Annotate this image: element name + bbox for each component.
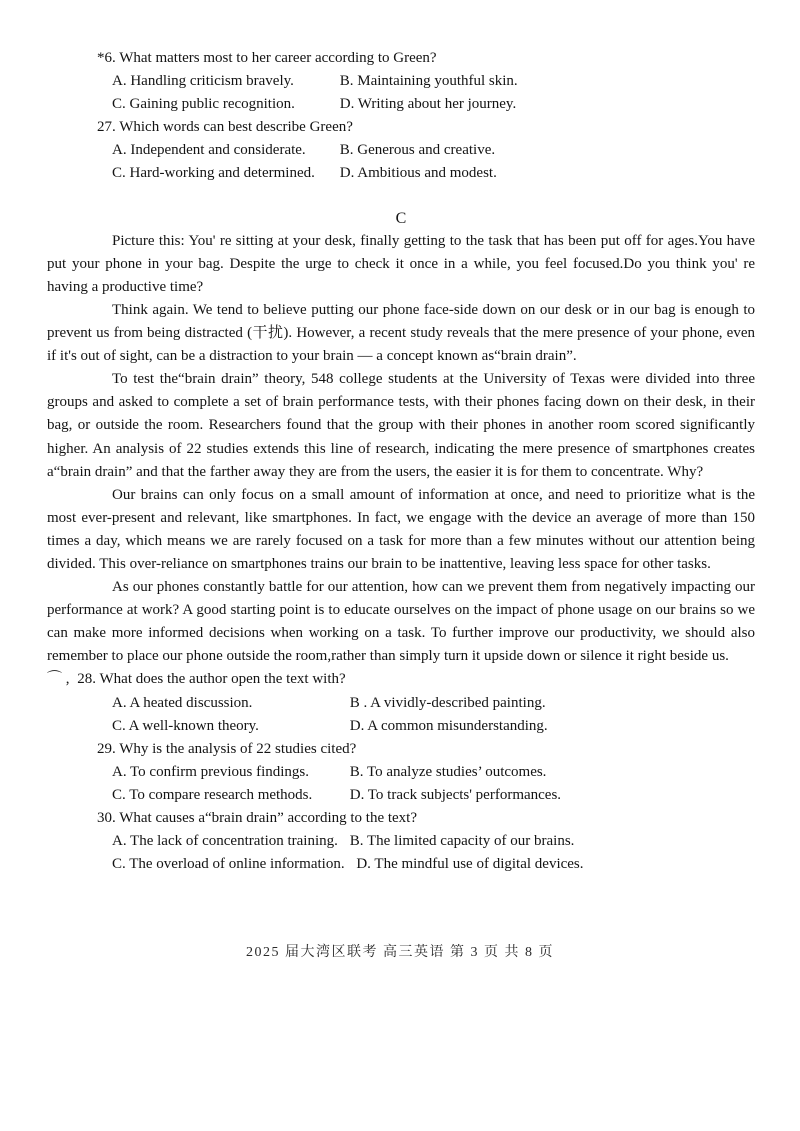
question-29-options-ab xyxy=(47,761,755,784)
question-26-options-ab xyxy=(47,70,755,93)
question-27-number: 27. xyxy=(97,119,116,136)
question-26-number: *6. xyxy=(97,50,116,66)
question-29-stem: Why is the analysis of 22 studies cited? xyxy=(119,740,357,757)
option-29-a: A. To confirm previous findings. xyxy=(112,763,309,780)
question-27-options-ab xyxy=(47,139,755,162)
question-26 xyxy=(47,47,755,116)
question-30-options-cd xyxy=(47,853,755,876)
question-26-stem-line xyxy=(47,47,755,70)
option-28-b: B . A vividly-described painting. xyxy=(349,694,546,711)
question-29-options-cd xyxy=(47,784,755,807)
question-28-options-ab xyxy=(47,692,755,715)
comprehension-questions xyxy=(47,668,755,876)
question-28-stem-line xyxy=(47,668,755,691)
question-28-stem: What does the author open the text with? xyxy=(99,671,346,688)
question-27-stem: Which words can best describe Green? xyxy=(119,119,353,136)
question-30-number: 30. xyxy=(97,810,116,826)
question-28 xyxy=(47,668,755,737)
option-26-c: C. Gaining public recognition. xyxy=(112,96,295,113)
passage-paragraph-2: Think again. We tend to believe putting our phone face-side down on our desk or in our bag is enough to prevent us from being distracted (干扰). However, a recent study reveals that the mere presence of your phone, even if it's out of sight, can be a distraction to your brain — a concept known as“brain drain”. xyxy=(47,301,755,365)
question-29-number: 29. xyxy=(97,740,116,757)
option-30-b: B. The limited capacity of our brains. xyxy=(349,833,575,850)
question-27-stem-line xyxy=(47,116,755,139)
option-26-b: B. Maintaining youthful skin. xyxy=(339,73,518,90)
question-26-stem: What matters most to her career according to Green? xyxy=(119,50,437,66)
option-27-b: B. Generous and creative. xyxy=(339,142,496,159)
option-28-a: A. A heated discussion. xyxy=(112,694,253,711)
option-30-d: D. The mindful use of digital devices. xyxy=(356,856,584,873)
option-29-b: B. To analyze studies’ outcomes. xyxy=(349,763,547,780)
question-27 xyxy=(47,116,755,185)
question-30-stem-line xyxy=(47,807,755,830)
option-27-c: C. Hard-working and determined. xyxy=(112,165,315,182)
option-26-a: A. Handling criticism bravely. xyxy=(112,73,294,90)
option-27-d: D. Ambitious and modest. xyxy=(339,165,497,182)
passage-c-heading: C xyxy=(395,209,407,227)
question-30-options-ab xyxy=(47,830,755,853)
option-29-c: C. To compare research methods. xyxy=(112,786,313,803)
question-26-options-cd xyxy=(47,93,755,116)
handwritten-arc-mark: ⌒ , xyxy=(47,671,70,688)
passage-paragraph-3: To test the“brain drain” theory, 548 college students at the University of Texas were divided into three groups and asked to complete a set of brain performance tests, with their phones facing down on their desk, in their bag, or outside the room. Researchers found that the group with their phones in another room scored significantly higher. An analysis of 22 studies extends this line of research, indicating the mere presence of smartphones creates a“brain drain” and that the farther away they are from the users, the easier it is for them to concentrate. Why? xyxy=(47,371,755,480)
question-29 xyxy=(47,738,755,807)
page-footer: 2025 届大湾区联考 高三英语 第 3 页 共 8 页 xyxy=(246,945,554,960)
question-30-stem: What causes a“brain drain” according to the text? xyxy=(119,810,418,826)
option-26-d: D. Writing about her journey. xyxy=(339,96,517,113)
option-29-d: D. To track subjects' performances. xyxy=(349,786,562,803)
question-28-number: 28. xyxy=(77,671,97,688)
question-27-options-cd xyxy=(47,162,755,185)
passage-paragraph-4: Our brains can only focus on a small amount of information at once, and need to prioritize what is the most ever-present and relevant, like smartphones. In fact, we engage with the device an average of more than 150 times a day, which means we are rarely focused on a task for more than a few minutes without our attention being divided. This over-reliance on smartphones trains our brain to be inattentive, leaving less space for other tasks. xyxy=(47,486,755,572)
option-28-d: D. A common misunderstanding. xyxy=(349,717,548,734)
question-28-options-cd xyxy=(47,715,755,738)
option-28-c: C. A well-known theory. xyxy=(112,717,259,734)
option-30-c: C. The overload of online information. xyxy=(112,856,345,873)
question-30 xyxy=(47,807,755,876)
option-27-a: A. Independent and considerate. xyxy=(112,142,306,159)
passage-paragraph-1: Picture this: You' re sitting at your desk, finally getting to the task that has been put off for ages.You have put your phone in your bag. Despite the urge to check it once in a while, you feel focused.Do you think you' re having a productive time? xyxy=(47,232,755,295)
passage-paragraph-5: As our phones constantly battle for our attention, how can we prevent them from negatively impacting our performance at work? A good starting point is to educate ourselves on the impact of phone usage on our brains so we can make more informed decisions when working on a task. To further improve our productivity, we should also remember to place our phone outside the room,rather than simply turn it upside down or silence it right beside us. xyxy=(47,579,755,665)
page-content xyxy=(47,47,755,876)
question-29-stem-line xyxy=(47,738,755,761)
option-30-a: A. The lack of concentration training. xyxy=(112,833,338,850)
